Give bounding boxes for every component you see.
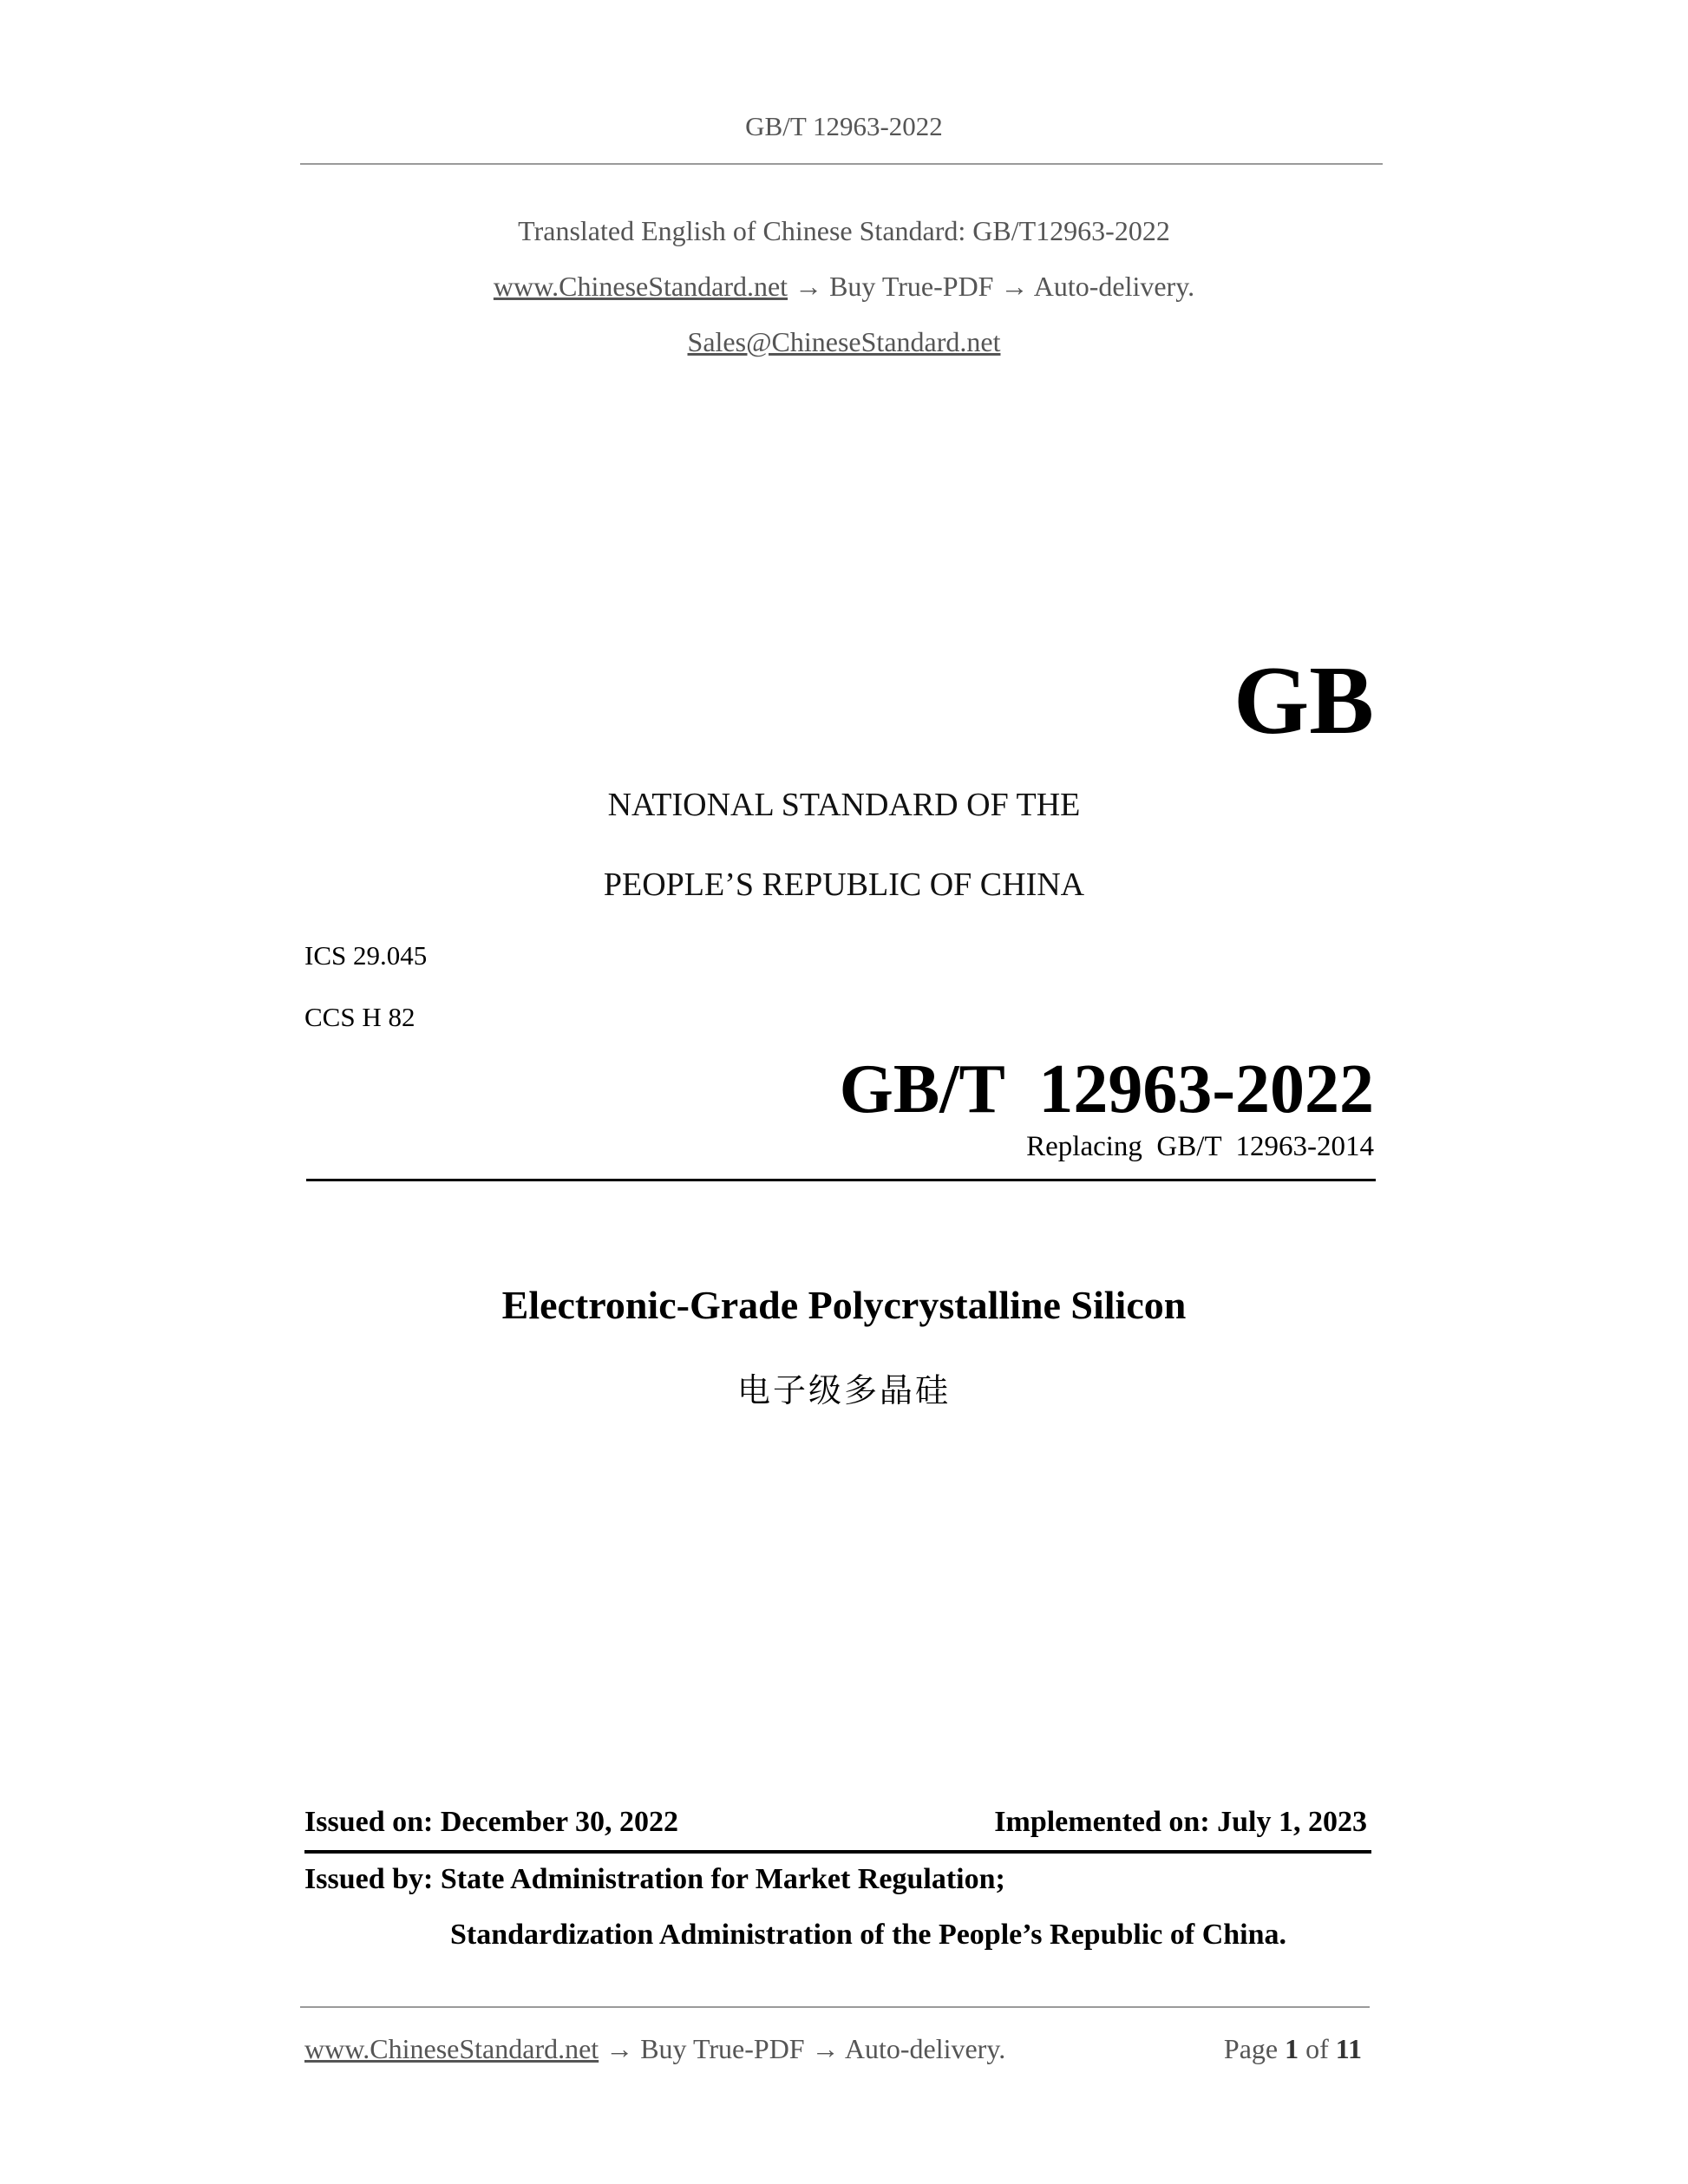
header-divider — [300, 163, 1383, 165]
footer-divider — [300, 2006, 1370, 2008]
sales-line — [0, 326, 1688, 358]
website-link[interactable]: www.ChineseStandard.net — [493, 271, 788, 302]
issued-by: Issued by: State Administration for Market Regulation; — [304, 1863, 1005, 1895]
page-of: of — [1305, 2033, 1329, 2064]
standard-number: GB/T 12963-2022 — [839, 1051, 1374, 1128]
page-total: 11 — [1335, 2033, 1362, 2064]
sales-email-link[interactable]: Sales@ChineseStandard.net — [687, 326, 1001, 357]
replacing-note: Replacing GB/T 12963-2014 — [1026, 1131, 1374, 1162]
running-header: GB/T 12963-2022 — [745, 111, 943, 141]
title-chinese: 电子级多晶硅 — [736, 1371, 951, 1409]
standard-number-divider — [306, 1179, 1376, 1181]
footer-buy-line — [304, 2033, 1005, 2065]
implemented-on-date: Implemented on: July 1, 2023 — [994, 1806, 1367, 1838]
ccs-code: CCS H 82 — [304, 1002, 415, 1032]
page-indicator — [1224, 2033, 1362, 2065]
national-standard-line-2: PEOPLE’S REPUBLIC OF CHINA — [603, 866, 1085, 903]
title-english: Electronic-Grade Polycrystalline Silicon — [501, 1283, 1187, 1327]
issued-divider — [304, 1850, 1371, 1854]
buy-text: → Buy True-PDF → Auto-delivery. — [788, 271, 1195, 302]
gb-logo: GB — [1233, 647, 1374, 755]
footer-buy-text: → Buy True-PDF → Auto-delivery. — [599, 2033, 1006, 2064]
issued-by-continued: Standardization Administration of the People’s Republic of China. — [450, 1919, 1287, 1951]
national-standard-line-1: NATIONAL STANDARD OF THE — [607, 787, 1081, 823]
ics-code: ICS 29.045 — [304, 940, 428, 971]
issued-on-date: Issued on: December 30, 2022 — [304, 1806, 678, 1838]
page-current: 1 — [1285, 2033, 1299, 2064]
page-label: Page — [1223, 2033, 1279, 2064]
buy-line — [0, 271, 1688, 303]
translated-notice: Translated English of Chinese Standard: GB/T12963-2022 — [518, 215, 1170, 246]
footer-website-link[interactable]: www.ChineseStandard.net — [304, 2033, 599, 2064]
